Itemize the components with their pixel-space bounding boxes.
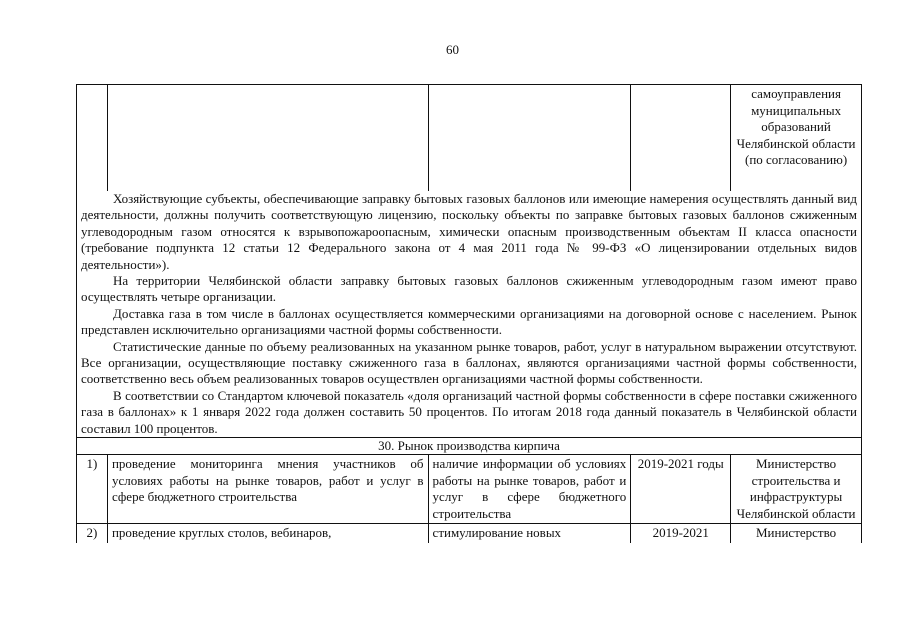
- row-responsible: Министерство: [731, 524, 862, 543]
- row-period: 2019-2021 годы: [631, 455, 731, 523]
- row-period: 2019-2021: [631, 524, 731, 543]
- page-number: 60: [446, 42, 459, 57]
- paragraph-delivery: Доставка газа в том числе в баллонах осуществляется коммерческими организациями на договорной основе с населением. Рынок представлен исключительно организациями частной формы собственности.: [81, 305, 857, 338]
- table-row-continued: [76, 84, 862, 191]
- row-result: наличие информации об условиях работы на рынке товаров, работ и услуг в сфере бюджетного строительства: [429, 455, 632, 523]
- cell-num-empty: [77, 85, 108, 191]
- cell-responsible: самоуправления муниципальных образований Челябинской области (по согласованию): [731, 85, 862, 191]
- row-action: проведение круглых столов, вебинаров,: [108, 524, 429, 543]
- cell-period-empty: [631, 85, 731, 191]
- row-number: 2): [77, 524, 108, 543]
- row-number: 1): [77, 455, 108, 523]
- paragraph-licensing: Хозяйствующие субъекты, обеспечивающие заправку бытовых газовых баллонов или имеющие намерения осуществлять данный вид деятельности, должны получить соответствующую лицензию, поскольку объекты по заправке бытовых газовых баллонов сжиженным углеводородным газом относятся к взрывопожароопасным, химически опасным производственным объектам II класса опасности (требование подпункта 12 статьи 12 Федерального закона от 4 мая 2011 года № 99-ФЗ «О лицензировании отдельных видов деятельности»).: [81, 191, 857, 272]
- paragraph-statistics: Статистические данные по объему реализованных на указанном рынке товаров, работ, услуг в натуральном выражении отсутствуют. Все организации, осуществляющие поставку сжиженного газа в баллонах, являются организациями частной формы собственности, соответственно весь объем реализованных товаров осуществлен организациями частной формы собственности.: [81, 338, 857, 387]
- cell-action-empty: [108, 85, 429, 191]
- text-block: [76, 191, 862, 438]
- row-action: проведение мониторинга мнения участников об условиях работы на рынке товаров, работ и услуг в сфере бюджетного строительства: [108, 455, 429, 523]
- document-table: [76, 84, 862, 640]
- section-title: 30. Рынок производства кирпича: [76, 438, 862, 455]
- paragraph-key-indicator: В соответствии со Стандартом ключевой показатель «доля организаций частной формы собственности в сфере поставки сжиженного газа в баллонах» к 1 января 2022 года должен составить 50 процентов. По итогам 2018 года данный показатель в Челябинской области составил 100 процентов.: [81, 387, 857, 436]
- table-row: [76, 524, 862, 543]
- cell-result-empty: [429, 85, 632, 191]
- table-row: [76, 455, 862, 524]
- row-result: стимулирование новых: [429, 524, 632, 543]
- row-responsible: Министерство строительства и инфраструктуры Челябинской области: [731, 455, 862, 523]
- paragraph-organizations: На территории Челябинской области заправку бытовых газовых баллонов сжиженным углеводородным газом имеют право осуществлять четыре организации.: [81, 273, 857, 305]
